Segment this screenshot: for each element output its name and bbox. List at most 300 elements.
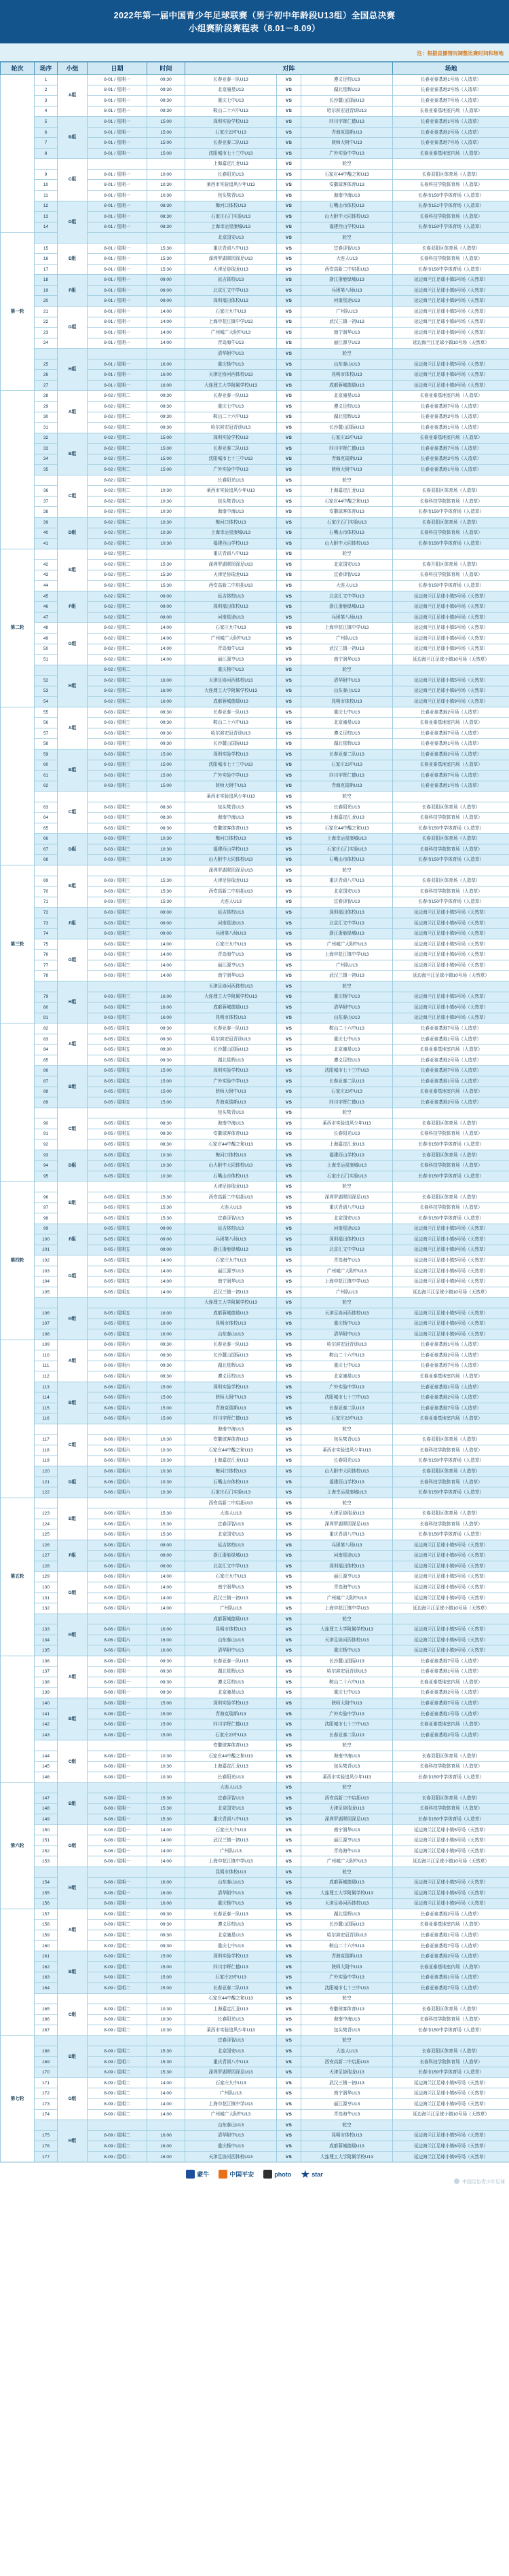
home-team: 深圳实验学校U13	[185, 433, 277, 444]
match-date	[88, 1108, 147, 1118]
vs-label: VS	[277, 1213, 301, 1224]
home-team: 四川宇晖仁德U13	[185, 1719, 277, 1730]
match-venue: 长春双阳区体育场（人造草）	[393, 169, 509, 180]
home-team: 上海幸运星康城U13	[185, 222, 277, 233]
home-team: 广州城广大附中U13	[185, 2109, 277, 2120]
match-number: 144	[35, 1751, 58, 1761]
away-team: 广州城广大附中U13	[301, 939, 393, 950]
match-time: 15:30	[147, 2056, 185, 2067]
round-label: 第六轮	[1, 1782, 35, 1909]
watermark-label: 中国足协青少年足球	[462, 2180, 505, 2185]
match-venue: 长春亚泰基地1号场（人造草）	[393, 1666, 509, 1677]
vs-label: VS	[277, 686, 301, 697]
away-team: 莱西市实验追风少年U13	[301, 1445, 393, 1456]
home-team: 长春阳光U13	[185, 169, 277, 180]
match-venue: 延边海兰江足球小镇5号场（天然草）	[393, 1308, 509, 1319]
home-team: 天津足协瑞龙U13	[185, 876, 277, 886]
match-venue: 长春亚泰基地室内场（人造草）	[393, 106, 509, 117]
vs-label: VS	[277, 1603, 301, 1614]
match-date: 8-09 / 星期二	[88, 1930, 147, 1941]
match-venue: 长春亚泰基地2号场（人造草）	[393, 85, 509, 96]
match-number: 94	[35, 1160, 58, 1171]
vs-label: VS	[277, 1023, 301, 1034]
match-time: 10:30	[147, 180, 185, 191]
home-team: 陕师大附中U13	[185, 1087, 277, 1097]
match-number: 51	[35, 655, 58, 665]
match-number: 26	[35, 370, 58, 380]
match-venue: 延边海兰江足球小镇5号场（天然草）	[393, 1877, 509, 1888]
home-team: 石嘴山市体校U13	[185, 1477, 277, 1487]
vs-label: VS	[277, 1013, 301, 1023]
home-team: 沈阳城市七十三中U13	[185, 760, 277, 770]
vs-label: VS	[277, 1730, 301, 1740]
match-number: 84	[35, 1045, 58, 1055]
match-number: 122	[35, 1487, 58, 1498]
home-team: 丽江源亨U13	[185, 655, 277, 665]
away-team: 天津足协瑞龙U13	[301, 2067, 393, 2078]
away-team: 重庆七中U13	[301, 1361, 393, 1371]
sponsor-mengniu-label: 蒙牛	[197, 2171, 210, 2179]
match-date: 8-05 / 星期五	[88, 1213, 147, 1224]
home-team: 石家庄九中U13	[185, 1824, 277, 1835]
match-date: 8-08 / 星期一	[88, 1772, 147, 1783]
home-team: 青海克瑞斯U13	[185, 1403, 277, 1413]
table-row	[1, 517, 509, 528]
match-time: 15:00	[147, 781, 185, 792]
match-venue: 长春亚泰基地1号场（人造草）	[393, 1382, 509, 1392]
match-date: 8-02 / 星期二	[88, 528, 147, 539]
match-date: 8-02 / 星期二	[88, 591, 147, 602]
home-team: 南宁润华U13	[185, 1276, 277, 1287]
match-date: 8-09 / 星期二	[88, 2099, 147, 2110]
table-row	[1, 2120, 509, 2131]
match-time: 15:30	[147, 1803, 185, 1814]
away-team: 四川宇晖仁德U13	[301, 770, 393, 781]
match-date: 8-06 / 星期六	[88, 1456, 147, 1466]
home-team: 昆明市体校U13	[185, 1624, 277, 1635]
home-team: 包头隽青U13	[185, 191, 277, 201]
round-spacer	[1, 1023, 35, 1182]
match-venue: 延边海兰江足球小镇10号场（天然草）	[393, 338, 509, 349]
match-time	[147, 1782, 185, 1793]
away-team: 广外实验中学U13	[301, 148, 393, 159]
match-date: 8-06 / 星期六	[88, 1350, 147, 1361]
home-team: 上海申花江镇中学U13	[185, 1856, 277, 1867]
match-date	[88, 233, 147, 243]
match-date: 8-03 / 星期三	[88, 886, 147, 897]
match-venue: 长春亚泰基地7号场（人造草）	[393, 444, 509, 454]
vs-label: VS	[277, 1940, 301, 1951]
match-venue: 长春亚泰基地1号场（人造草）	[393, 1340, 509, 1350]
round-label: 第一轮	[1, 233, 35, 391]
match-number: 157	[35, 1909, 58, 1920]
match-number: 2	[35, 85, 58, 96]
match-time: 15:00	[147, 1962, 185, 1972]
vs-label: VS	[277, 1392, 301, 1403]
home-team: 长春阳光U13	[185, 1772, 277, 1783]
away-team: 南宁润华U13	[301, 328, 393, 338]
home-team: 北京潼星U13	[185, 1930, 277, 1941]
match-time: 10:30	[147, 517, 185, 528]
match-venue: 长春亚泰基地室内场（人造草）	[393, 1087, 509, 1097]
match-date: 8-03 / 星期三	[88, 971, 147, 981]
match-date: 8-01 / 星期一	[88, 148, 147, 159]
match-date: 8-09 / 星期二	[88, 2077, 147, 2088]
away-team: 北京潼星U13	[301, 391, 393, 402]
vs-label: VS	[277, 1666, 301, 1677]
match-time: 10:30	[147, 528, 185, 539]
match-number: 19	[35, 285, 58, 296]
match-time: 10:30	[147, 496, 185, 507]
away-team: 清华附中U13	[301, 676, 393, 686]
match-number: 123	[35, 1508, 58, 1519]
match-number: 20	[35, 296, 58, 307]
match-time	[147, 233, 185, 243]
match-time	[147, 1867, 185, 1877]
match-time: 14:00	[147, 2077, 185, 2088]
th-time: 时间	[147, 62, 185, 75]
match-date: 8-06 / 星期六	[88, 1572, 147, 1582]
home-team: 重庆七中U13	[185, 96, 277, 106]
vs-label: VS	[277, 296, 301, 307]
home-team: 山东泰山U13	[185, 1877, 277, 1888]
match-venue: 长春亚泰基地7号场（人造草）	[393, 1403, 509, 1413]
away-team: 成都蓉城德瑞U13	[301, 2141, 393, 2152]
match-venue: 长春亚泰基地1号场（人造草）	[393, 465, 509, 475]
table-row	[1, 707, 509, 718]
match-venue: 延边海兰江足球小镇5号场（天然草）	[393, 591, 509, 602]
home-team: 海南中海U13	[185, 1424, 277, 1435]
match-number: 158	[35, 1919, 58, 1930]
home-team: 长沙麓山国际U13	[185, 1045, 277, 1055]
match-time: 15:30	[147, 1192, 185, 1203]
match-number: 38	[35, 507, 58, 518]
match-venue: 长春亚泰基地室内场（人造草）	[393, 1413, 509, 1424]
group-label: G组	[58, 1255, 88, 1297]
vs-label: VS	[277, 591, 301, 602]
match-date: 8-02 / 星期二	[88, 655, 147, 665]
match-venue: 长春科技学院体育场（人造草）	[393, 570, 509, 581]
table-row	[1, 475, 509, 486]
away-team: 广州队U13	[301, 1287, 393, 1297]
table-row	[1, 1540, 509, 1551]
match-time: 10:30	[147, 2014, 185, 2025]
away-team: 上海申花江镇中学U13	[301, 1603, 393, 1614]
home-team: 大连人U13	[185, 897, 277, 908]
match-number: 7	[35, 138, 58, 149]
vs-label: VS	[277, 760, 301, 770]
match-date: 8-03 / 星期三	[88, 813, 147, 823]
match-date: 8-05 / 星期五	[88, 1045, 147, 1055]
group-label: G组	[58, 307, 88, 349]
away-team: 天津足协河西体校U13	[301, 1898, 393, 1909]
match-time	[147, 792, 185, 802]
vs-label: VS	[277, 1361, 301, 1371]
away-team: 广外实验中学U13	[301, 1709, 393, 1719]
match-date: 8-05 / 星期五	[88, 1023, 147, 1034]
vs-label: VS	[277, 539, 301, 549]
group-label: G组	[58, 1824, 88, 1867]
match-venue: 长春亚泰基地7号场（人造草）	[393, 1066, 509, 1076]
table-row	[1, 834, 509, 844]
group-label: E组	[58, 1498, 88, 1540]
match-number	[35, 349, 58, 359]
vs-label: VS	[277, 2077, 301, 2088]
match-time: 15:00	[147, 433, 185, 444]
group-label: B组	[58, 117, 88, 159]
away-team: 丽江源亨U13	[301, 338, 393, 349]
away-team: 成都蓉城德瑞U13	[301, 380, 393, 391]
match-date: 8-02 / 星期二	[88, 612, 147, 623]
vs-label: VS	[277, 328, 301, 338]
vs-label: VS	[277, 612, 301, 623]
home-team: 重庆青训八中U13	[185, 2056, 277, 2067]
group-label: F组	[58, 275, 88, 307]
vs-label: VS	[277, 1245, 301, 1255]
match-date: 8-03 / 星期三	[88, 749, 147, 760]
match-number: 151	[35, 1835, 58, 1846]
match-time: 08:30	[147, 823, 185, 834]
match-venue	[393, 1993, 509, 2004]
th-match-no: 场序	[35, 62, 58, 75]
vs-label: VS	[277, 1972, 301, 1983]
match-time: 14:00	[147, 1266, 185, 1276]
match-time: 10:30	[147, 191, 185, 201]
away-team: 轮空	[301, 1498, 393, 1508]
match-venue: 长春亚泰基地2号场（人造草）	[393, 749, 509, 760]
match-venue: 长春科技学院体育场（人造草）	[393, 1761, 509, 1772]
match-time: 16:00	[147, 1898, 185, 1909]
match-number: 101	[35, 1245, 58, 1255]
vs-label: VS	[277, 1751, 301, 1761]
match-number: 103	[35, 1266, 58, 1276]
match-date	[88, 159, 147, 170]
sponsor-photo	[263, 2170, 291, 2179]
match-number: 72	[35, 908, 58, 918]
home-team: 清华附中U13	[185, 349, 277, 359]
away-team: 青岛海牛U13	[301, 1255, 393, 1266]
table-row	[1, 1614, 509, 1624]
match-time: 10:30	[147, 834, 185, 844]
home-team: 天津足协河西体校U13	[185, 2151, 277, 2162]
vs-label: VS	[277, 581, 301, 591]
sponsor-photo-label: photo	[274, 2170, 292, 2178]
match-date: 8-06 / 星期六	[88, 1340, 147, 1350]
away-team: 天津足协瑞龙U13	[301, 1803, 393, 1814]
vs-label: VS	[277, 1772, 301, 1783]
home-team: 成都蓉城德瑞U13	[185, 1614, 277, 1624]
match-number: 21	[35, 307, 58, 317]
home-team: 上海嘉定汇龙U13	[185, 1456, 277, 1466]
vs-label: VS	[277, 728, 301, 739]
home-team: 海南中海U13	[185, 813, 277, 823]
match-number: 113	[35, 1382, 58, 1392]
match-time: 09:00	[147, 918, 185, 929]
match-number: 4	[35, 106, 58, 117]
away-team: 陕师大附中U13	[301, 1698, 393, 1709]
group-label: B组	[58, 749, 88, 792]
match-date: 8-01 / 星期一	[88, 212, 147, 222]
match-time: 15:00	[147, 117, 185, 128]
away-team: 轮空	[301, 1182, 393, 1192]
home-team: 大连理工大学附属学校U13	[185, 686, 277, 697]
match-number: 89	[35, 1097, 58, 1108]
home-team: 上海申花江镇中学U13	[185, 317, 277, 328]
vs-label: VS	[277, 1224, 301, 1234]
away-team: 哈尔滨宏冠青训U13	[301, 106, 393, 117]
vs-label: VS	[277, 1983, 301, 1993]
match-date: 8-03 / 星期三	[88, 1002, 147, 1013]
match-date: 8-08 / 星期一	[88, 1761, 147, 1772]
match-number: 111	[35, 1361, 58, 1371]
match-number	[35, 865, 58, 876]
match-time	[147, 475, 185, 486]
vs-label: VS	[277, 718, 301, 728]
home-team: 广州队U13	[185, 1846, 277, 1856]
vs-label: VS	[277, 1782, 301, 1793]
match-venue	[393, 792, 509, 802]
match-time: 08:30	[147, 212, 185, 222]
home-team: 长春亚泰一队U13	[185, 1909, 277, 1920]
match-number: 37	[35, 496, 58, 507]
vs-label: VS	[277, 507, 301, 518]
match-venue	[393, 159, 509, 170]
vs-label: VS	[277, 676, 301, 686]
group-label: B组	[58, 1066, 88, 1108]
home-team: 成都蓉城德瑞U13	[185, 697, 277, 707]
page-title: 2022年第一届中国青少年足球联赛（男子初中年龄段U13组）全国总决赛	[113, 11, 396, 20]
home-team: 海南中海U13	[185, 1118, 277, 1129]
vs-label: VS	[277, 1266, 301, 1276]
match-number: 149	[35, 1814, 58, 1825]
home-team: 宜春泽智U13	[185, 1793, 277, 1804]
away-team: 长春阳光U13	[301, 1129, 393, 1139]
vs-label: VS	[277, 1698, 301, 1709]
match-venue: 延边海兰江足球小镇9号场（天然草）	[393, 929, 509, 939]
away-team: 武汉三镇一初U13	[301, 317, 393, 328]
away-team: 轮空	[301, 2120, 393, 2131]
group-label: B组	[58, 1951, 88, 1993]
match-date: 8-02 / 星期二	[88, 602, 147, 612]
away-team: 沈阳城市七十三中U13	[301, 1066, 393, 1076]
vs-label: VS	[277, 475, 301, 486]
match-date: 8-08 / 星期一	[88, 1751, 147, 1761]
match-venue: 长春市150中学体育场（人造草）	[393, 1171, 509, 1182]
match-venue: 长春双阳区体育场（人造草）	[393, 1508, 509, 1519]
home-team: 昆明市体校U13	[185, 1319, 277, 1329]
group-label: H组	[58, 2120, 88, 2162]
away-team: 重庆七中U13	[301, 707, 393, 718]
vs-label: VS	[277, 2109, 301, 2120]
away-team: 北京国安U13	[301, 560, 393, 570]
match-venue: 长春市150中学体育场（人造草）	[393, 222, 509, 233]
match-venue: 长春亚泰基地1号场（人造草）	[393, 423, 509, 433]
away-team: 广州队U13	[301, 960, 393, 971]
home-team: 重庆七中U13	[185, 1940, 277, 1951]
home-team: 北京汇文中学U13	[185, 285, 277, 296]
match-venue: 长春亚泰基地7号场（人造草）	[393, 728, 509, 739]
match-date: 8-09 / 星期二	[88, 2151, 147, 2162]
home-team: 大连人U13	[185, 1203, 277, 1213]
table-row	[1, 159, 509, 170]
away-team: 海南中海U13	[301, 191, 393, 201]
match-time: 14:00	[147, 1276, 185, 1287]
match-date: 8-01 / 星期一	[88, 359, 147, 370]
match-venue: 延边海兰江足球小镇9号场（天然草）	[393, 644, 509, 655]
vs-label: VS	[277, 2056, 301, 2067]
home-team: 广州队U13	[185, 2088, 277, 2099]
away-team: 哈尔滨宏冠青训U13	[301, 1340, 393, 1350]
match-number: 8	[35, 148, 58, 159]
home-team: 成都蓉城德瑞U13	[185, 1308, 277, 1319]
match-date: 8-09 / 星期二	[88, 2004, 147, 2015]
round-spacer	[1, 75, 35, 233]
away-team: 成都蓉城德瑞U13	[301, 1877, 393, 1888]
away-team: 长沙麓山国际U13	[301, 96, 393, 106]
match-time: 14:00	[147, 623, 185, 633]
match-number: 118	[35, 1445, 58, 1456]
match-number: 119	[35, 1456, 58, 1466]
group-label: H组	[58, 1867, 88, 1909]
away-team: 广州队U13	[301, 633, 393, 644]
away-team: 鞍山二十六中U13	[301, 1350, 393, 1361]
group-label: D组	[58, 517, 88, 549]
match-number	[35, 1182, 58, 1192]
vs-label: VS	[277, 1814, 301, 1825]
match-date: 8-09 / 星期二	[88, 1983, 147, 1993]
match-time: 09:00	[147, 296, 185, 307]
match-time: 16:00	[147, 2130, 185, 2141]
match-time: 14:00	[147, 1846, 185, 1856]
vs-label: VS	[277, 1118, 301, 1129]
match-time	[147, 549, 185, 560]
home-team: 大连理工大学附属学校U13	[185, 1297, 277, 1308]
match-number: 112	[35, 1371, 58, 1382]
away-team: 安徽球客体育U13	[301, 180, 393, 191]
home-team: 长春亚泰一队U13	[185, 391, 277, 402]
vs-label: VS	[277, 1097, 301, 1108]
header-row	[1, 62, 509, 75]
match-venue: 长春科技学院体育场（人造草）	[393, 2056, 509, 2067]
note-text: 注：根据直播情况调整比赛时间和场地	[417, 50, 504, 56]
match-number	[35, 1498, 58, 1508]
match-time: 16:00	[147, 676, 185, 686]
vs-label: VS	[277, 1445, 301, 1456]
match-time: 14:00	[147, 328, 185, 338]
match-venue: 长春亚泰基地室内场（人造草）	[393, 1045, 509, 1055]
vs-label: VS	[277, 1045, 301, 1055]
match-date: 8-06 / 星期六	[88, 1635, 147, 1645]
match-number: 75	[35, 939, 58, 950]
group-label: A组	[58, 1909, 88, 1951]
match-date: 8-06 / 星期六	[88, 1593, 147, 1603]
vs-label: VS	[277, 781, 301, 792]
match-date: 8-02 / 星期二	[88, 475, 147, 486]
match-time	[147, 1108, 185, 1118]
match-venue: 延边海兰江足球小镇6号场（天然草）	[393, 1234, 509, 1245]
match-venue: 长春亚泰基地1号场（人造草）	[393, 75, 509, 85]
match-time: 14:00	[147, 633, 185, 644]
home-team: 重庆七中U13	[185, 401, 277, 412]
match-time: 14:00	[147, 950, 185, 960]
match-date: 8-05 / 星期五	[88, 1329, 147, 1340]
home-team: 梅河口体校U13	[185, 1466, 277, 1477]
home-team: 武汉三镇一初U13	[185, 1287, 277, 1297]
match-venue	[393, 1614, 509, 1624]
away-team: 上海幸运星康城U13	[301, 834, 393, 844]
vs-label: VS	[277, 349, 301, 359]
vs-label: VS	[277, 960, 301, 971]
